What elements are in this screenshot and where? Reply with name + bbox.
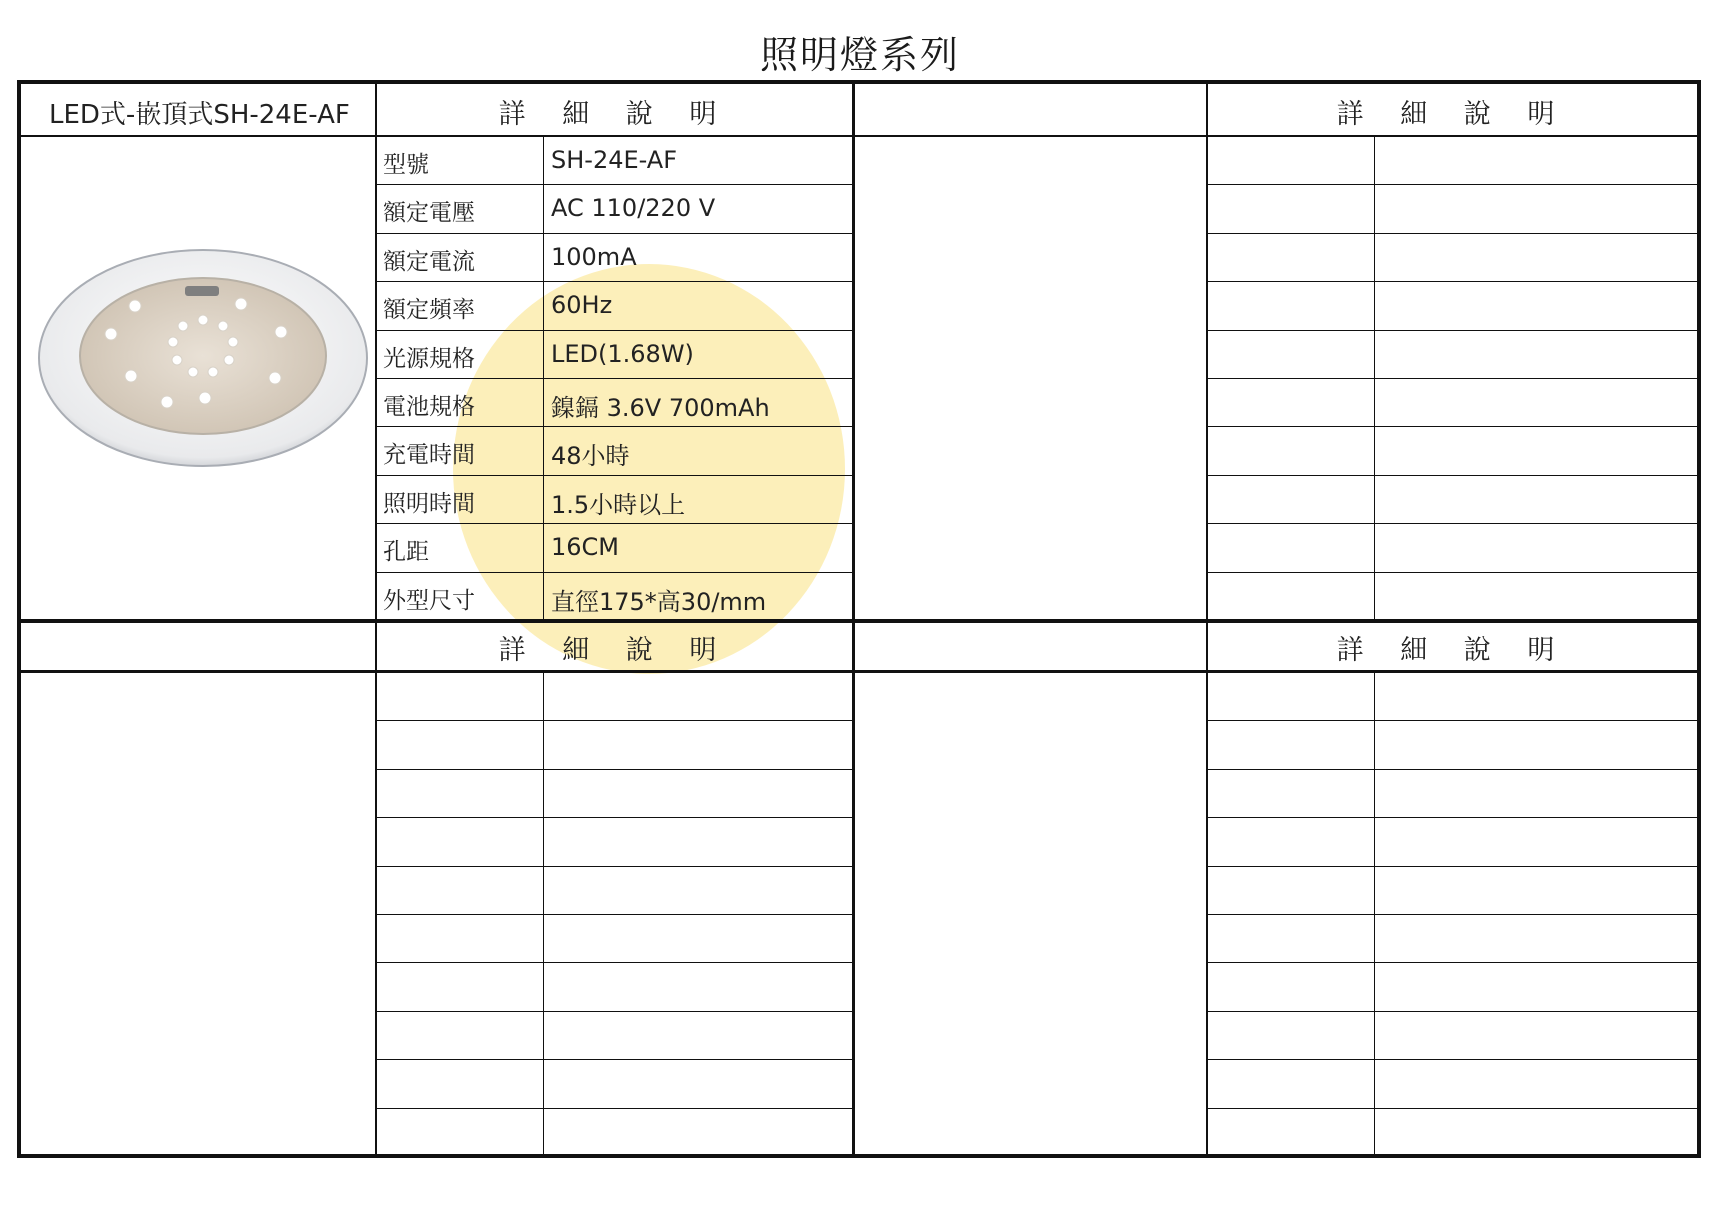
header-rule-top (21, 135, 1697, 137)
spec-row-line (1208, 1011, 1697, 1012)
spec-row-line (1208, 866, 1697, 867)
spec-row-line (1208, 962, 1697, 963)
spec-row-line (377, 281, 852, 282)
spec-value: 1.5小時以上 (551, 491, 686, 519)
spec-label: 型號 (383, 152, 429, 178)
spec-row-line (1208, 475, 1697, 476)
spec-row-line (1208, 769, 1697, 770)
spec-row-line (1208, 720, 1697, 721)
spec-row-line (1208, 1108, 1697, 1109)
spec-row-line (1208, 281, 1697, 282)
spec-row-line (377, 523, 852, 524)
spec-row-line (377, 769, 852, 770)
spec-value: 直徑175*高30/mm (551, 588, 767, 616)
spec-value: 16CM (551, 533, 620, 561)
spec-label: 孔距 (383, 539, 429, 565)
details-header-4: 詳 細 說 明 (1336, 635, 1569, 666)
spec-row-line (377, 572, 852, 573)
spec-row-line (377, 817, 852, 818)
spec-row-line (377, 1108, 852, 1109)
spec-label: 額定頻率 (383, 297, 475, 323)
spec-row-line (377, 866, 852, 867)
spec-label: 額定電壓 (383, 200, 475, 226)
spec-row-line (377, 962, 852, 963)
spec-row-line (377, 475, 852, 476)
spec-row-line (1208, 817, 1697, 818)
spec-row-line (377, 378, 852, 379)
spec-label: 充電時間 (383, 442, 475, 468)
spec-row-line (377, 426, 852, 427)
divider-col2 (375, 84, 377, 1154)
spec-col-divider-3 (543, 672, 544, 1154)
spec-value: LED(1.68W) (551, 340, 694, 368)
spec-value: 48小時 (551, 442, 630, 470)
spec-row-line (1208, 378, 1697, 379)
details-header-1: 詳 細 說 明 (498, 99, 731, 130)
product-name-1: LED式-嵌頂式SH-24E-AF (49, 100, 350, 130)
product-sheet (17, 80, 1701, 1158)
spec-label: 照明時間 (383, 491, 475, 517)
spec-row-line (1208, 523, 1697, 524)
spec-row-line (377, 1011, 852, 1012)
spec-row-line (377, 1059, 852, 1060)
page-title: 照明燈系列 (759, 33, 960, 77)
spec-label: 光源規格 (383, 346, 475, 372)
spec-row-line (377, 184, 852, 185)
divider-center (852, 84, 855, 1154)
details-header-3: 詳 細 說 明 (498, 635, 731, 666)
spec-value: 鎳鎘 3.6V 700mAh (551, 394, 770, 422)
spec-col-divider-4 (1374, 672, 1375, 1154)
spec-row-line (377, 914, 852, 915)
divider-col4 (1206, 84, 1208, 1154)
spec-value: 60Hz (551, 291, 613, 319)
spec-row-line (1208, 184, 1697, 185)
spec-value: AC 110/220 V (551, 194, 716, 222)
spec-row-line (377, 720, 852, 721)
spec-row-line (377, 330, 852, 331)
spec-row-line (1208, 233, 1697, 234)
spec-row-line (1208, 914, 1697, 915)
spec-row-line (1208, 426, 1697, 427)
spec-value: SH-24E-AF (551, 146, 677, 174)
spec-row-line (377, 233, 852, 234)
spec-value: 100mA (551, 243, 637, 271)
header-rule-bottom (21, 670, 1697, 673)
spec-label: 電池規格 (383, 394, 475, 420)
spec-row-line (1208, 572, 1697, 573)
lamp-product-image (35, 242, 371, 468)
details-header-2: 詳 細 說 明 (1336, 99, 1569, 130)
spec-row-line (1208, 1059, 1697, 1060)
spec-label: 外型尺寸 (383, 588, 475, 614)
divider-mid (21, 619, 1697, 623)
spec-row-line (1208, 330, 1697, 331)
spec-label: 額定電流 (383, 249, 475, 275)
